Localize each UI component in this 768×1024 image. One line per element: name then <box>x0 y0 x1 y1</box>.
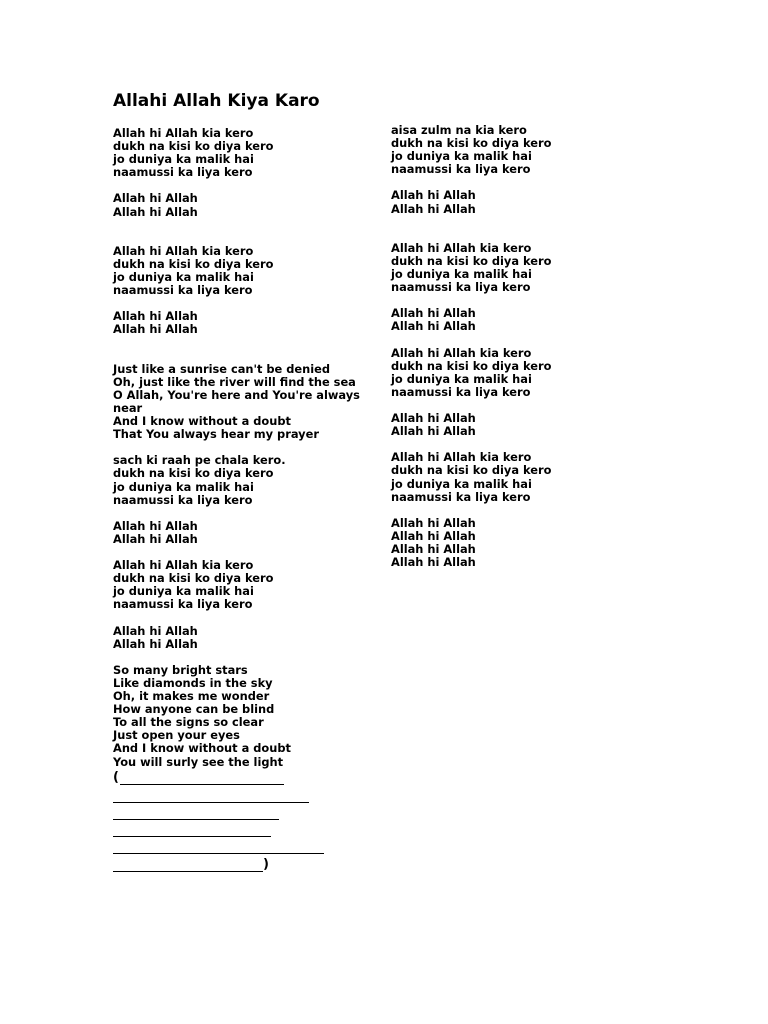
lyrics-stanza <box>113 625 373 651</box>
lyric-line: dukh na kisi ko diya kero <box>113 139 274 154</box>
lyric-line: dukh na kisi ko diya kero <box>391 253 552 268</box>
lyric-line: Just like a sunrise can't be denied <box>113 361 331 376</box>
lyric-line: To all the signs so clear <box>113 715 264 730</box>
lyrics-stanza <box>113 350 373 442</box>
blank-line <box>120 771 284 785</box>
lyric-line: You will surly see the light <box>113 754 284 769</box>
stanza-gap <box>113 507 373 520</box>
lyric-line: Allah hi Allah <box>391 306 476 321</box>
lyric-line: Oh, it makes me wonder <box>113 689 270 704</box>
lyrics-stanza <box>113 520 373 546</box>
stanza-gap <box>113 611 373 624</box>
lyric-line: Allah hi Allah kia kero <box>391 240 532 255</box>
blank-line <box>113 823 271 837</box>
lyrics-stanza <box>113 310 373 336</box>
close-parenthesis: ) <box>263 857 269 872</box>
lyric-line: How anyone can be blind <box>113 702 275 717</box>
lyric-line: Allah hi Allah kia kero <box>113 243 254 258</box>
lyrics-stanza <box>391 451 651 503</box>
lyrics-stanza <box>391 307 651 333</box>
lyric-line: dukh na kisi ko diya kero <box>113 256 274 271</box>
lyric-line: naamussi ka liya kero <box>391 489 531 504</box>
lyric-line: jo duniya ka malik hai <box>113 584 254 599</box>
lyric-line: naamussi ka liya kero <box>391 280 531 295</box>
lyrics-stanza <box>113 559 373 611</box>
lyric-line: O Allah, You're here and You're always near <box>113 387 360 415</box>
lyric-line: aisa zulm na kia kero <box>391 123 527 137</box>
lyric-line: Allah hi Allah <box>113 191 198 206</box>
lyric-line: Like diamonds in the sky <box>113 675 273 690</box>
lyric-line: Just open your eyes <box>113 728 240 743</box>
lyric-line: dukh na kisi ko diya kero <box>391 463 552 478</box>
lyric-line: jo duniya ka malik hai <box>113 152 254 167</box>
lyric-line: Allah hi Allah <box>391 188 476 203</box>
lyrics-stanza <box>391 124 651 176</box>
blank-line <box>113 858 263 872</box>
lyrics-stanza <box>391 189 651 215</box>
lyric-line: Allah hi Allah kia kero <box>113 558 254 573</box>
stanza-gap <box>113 337 373 350</box>
lyrics-stanza <box>113 232 373 297</box>
stanza-gap <box>391 216 651 229</box>
lyric-line: dukh na kisi ko diya kero <box>391 136 552 151</box>
lyric-line: Allah hi Allah <box>113 518 198 533</box>
lyric-line: jo duniya ka malik hai <box>391 371 532 386</box>
open-parenthesis: ( <box>113 770 119 785</box>
lyrics-stanza <box>391 347 651 399</box>
lyric-line: dukh na kisi ko diya kero <box>113 466 274 481</box>
stanza-gap <box>391 334 651 347</box>
lyric-line: Allah hi Allah <box>391 515 476 530</box>
lyrics-right-column <box>391 124 651 569</box>
lyric-line: Allah hi Allah <box>391 528 476 543</box>
lyrics-left-column <box>113 127 373 769</box>
lyric-line: Allah hi Allah <box>113 531 198 546</box>
lyric-line: Allah hi Allah <box>113 322 198 337</box>
lyric-line: Allah hi Allah kia kero <box>113 126 254 140</box>
lyric-line: Allah hi Allah <box>113 204 198 219</box>
lyric-line: Allah hi Allah <box>113 623 198 638</box>
lyric-line: jo duniya ka malik hai <box>391 267 532 282</box>
lyric-line: naamussi ka liya kero <box>113 597 253 612</box>
lyric-line: naamussi ka liya kero <box>113 492 253 507</box>
lyric-line: naamussi ka liya kero <box>391 384 531 399</box>
blank-row <box>113 232 373 245</box>
lyric-line: jo duniya ka malik hai <box>391 476 532 491</box>
lyric-line: And I know without a doubt <box>113 741 291 756</box>
lyric-line: dukh na kisi ko diya kero <box>391 358 552 373</box>
lyric-line: jo duniya ka malik hai <box>113 479 254 494</box>
lyric-line: Allah hi Allah kia kero <box>391 450 532 465</box>
lyric-line: Allah hi Allah kia kero <box>391 345 532 360</box>
stanza-gap <box>113 651 373 664</box>
lyric-line: That You always hear my prayer <box>113 427 319 442</box>
lyrics-stanza <box>113 127 373 179</box>
lyrics-stanza <box>391 229 651 294</box>
lyric-line: Oh, just like the river will find the sea <box>113 374 356 389</box>
lyric-line: Allah hi Allah <box>391 201 476 216</box>
blank-row <box>113 350 373 363</box>
lyric-line: Allah hi Allah <box>391 319 476 334</box>
stanza-gap <box>391 504 651 517</box>
lyric-line: Allah hi Allah <box>391 542 476 556</box>
lyric-line: naamussi ka liya kero <box>113 283 253 298</box>
lyric-line: So many bright stars <box>113 662 248 677</box>
lyric-line: Allah hi Allah <box>113 309 198 324</box>
lyrics-stanza <box>113 664 373 769</box>
lyric-line: naamussi ka liya kero <box>391 162 531 177</box>
blank-row <box>391 229 651 242</box>
lyric-line: Allah hi Allah <box>391 424 476 439</box>
page-title: Allahi Allah Kiya Karo <box>113 91 320 111</box>
lyric-line: naamussi ka liya kero <box>113 165 253 180</box>
lyric-line: Allah hi Allah <box>391 555 476 570</box>
stanza-gap <box>113 219 373 232</box>
lyric-line: Allah hi Allah <box>113 636 198 651</box>
blank-line <box>113 806 279 820</box>
blank-line <box>113 789 309 803</box>
lyric-line: sach ki raah pe chala kero. <box>113 453 286 468</box>
lyric-line: And I know without a doubt <box>113 414 291 429</box>
lyrics-stanza <box>391 412 651 438</box>
lyrics-stanza <box>113 192 373 218</box>
lyric-line: Allah hi Allah <box>391 411 476 426</box>
blank-line <box>113 840 324 854</box>
lyrics-stanza <box>113 454 373 506</box>
lyric-line: dukh na kisi ko diya kero <box>113 571 274 586</box>
lyric-line: jo duniya ka malik hai <box>391 149 532 164</box>
lyrics-stanza <box>391 517 651 569</box>
lyric-line: jo duniya ka malik hai <box>113 270 254 285</box>
